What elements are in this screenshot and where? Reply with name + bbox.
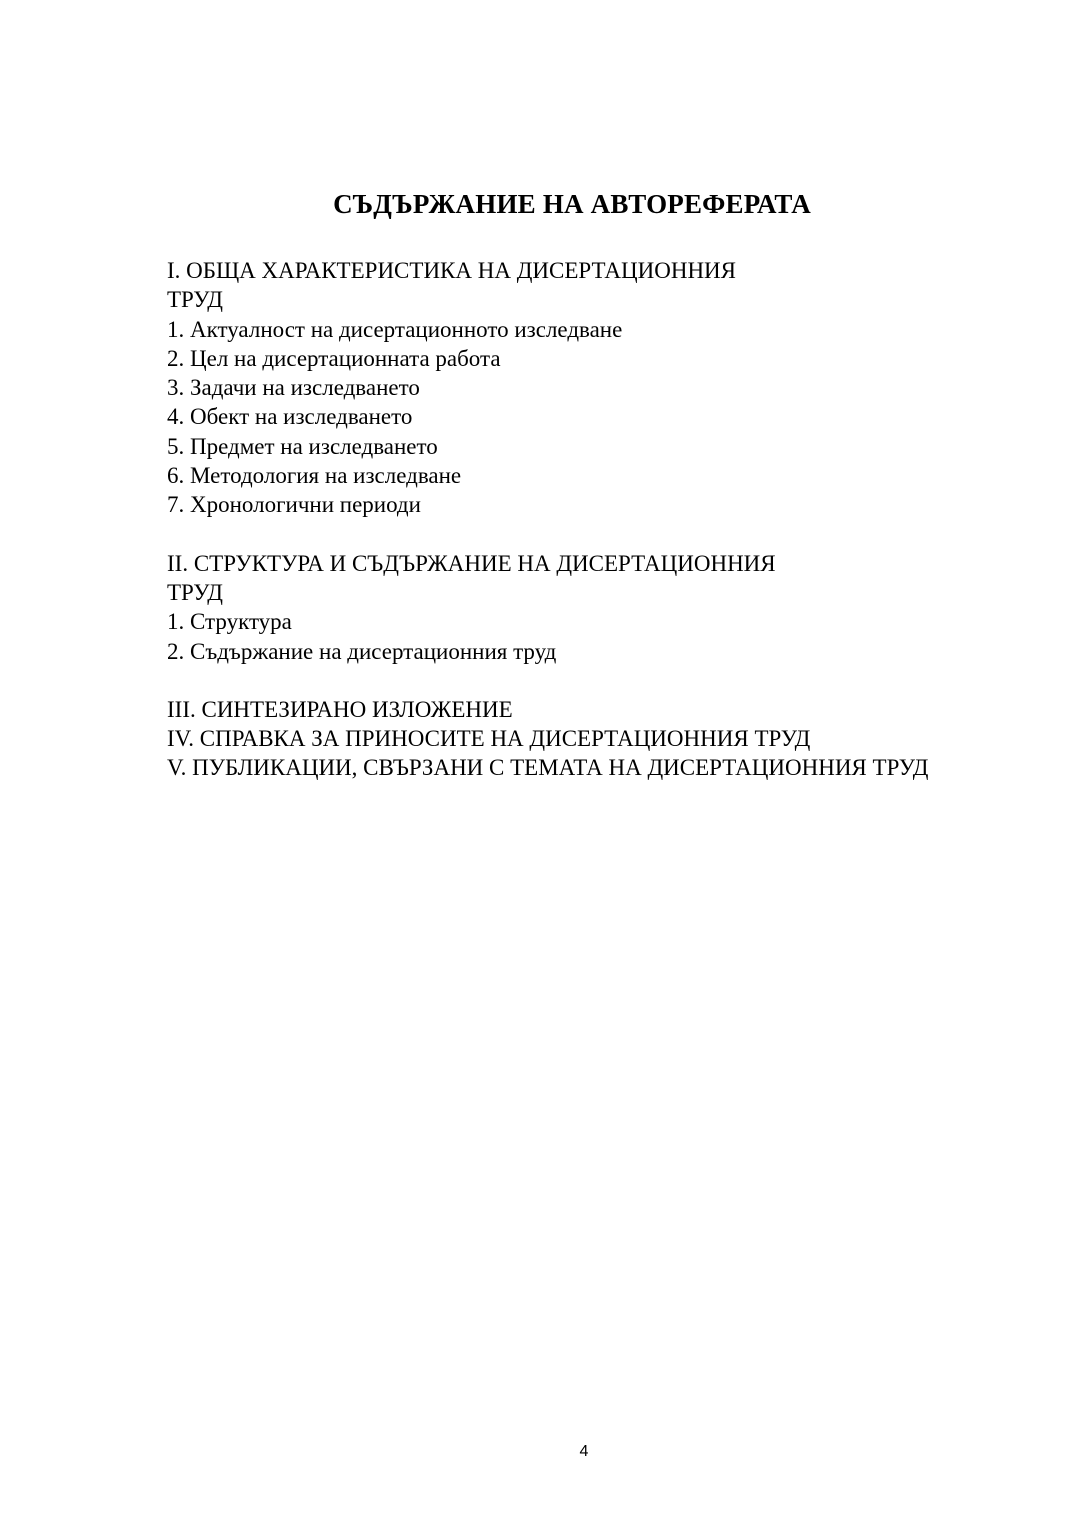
toc-item: 3. Задачи на изследването [167,375,420,401]
section-heading: II. СТРУКТУРА И СЪДЪРЖАНИЕ НА ДИСЕРТАЦИОННИЯ [167,550,776,576]
section-heading-continuation: ТРУД [167,579,223,605]
toc-item: 1. Актуалност на дисертационното изследване [167,316,623,342]
toc-section-1 [167,256,1047,520]
toc-item: 2. Цел на дисертационната работа [167,345,501,371]
page-number: 4 [579,1443,589,1460]
section-heading: V. ПУБЛИКАЦИИ, СВЪРЗАНИ С ТЕМАТА НА ДИСЕРТАЦИОННИЯ ТРУД [167,755,929,781]
toc-item: 2. Съдържание на дисертационния труд [167,638,557,664]
toc-final-headings [167,695,1047,783]
toc-item: 7. Хронологични периоди [167,492,421,518]
toc-section-2 [167,549,1047,666]
toc-item: 5. Предмет на изследването [167,433,438,459]
section-heading: IV. СПРАВКА ЗА ПРИНОСИТЕ НА ДИСЕРТАЦИОННИЯ ТРУД [167,726,811,752]
toc-item: 1. Структура [167,609,292,635]
section-heading-continuation: ТРУД [167,287,223,313]
toc-item: 4. Обект на изследването [167,404,413,430]
page-title: СЪДЪРЖАНИЕ НА АВТОРЕФЕРАТА [333,189,811,219]
toc-item: 6. Методология на изследване [167,463,462,489]
section-heading: III. СИНТЕЗИРАНО ИЗЛОЖЕНИЕ [167,696,513,722]
section-heading: I. ОБЩА ХАРАКТЕРИСТИКА НА ДИСЕРТАЦИОННИЯ [167,258,737,283]
table-of-contents [167,256,1047,812]
